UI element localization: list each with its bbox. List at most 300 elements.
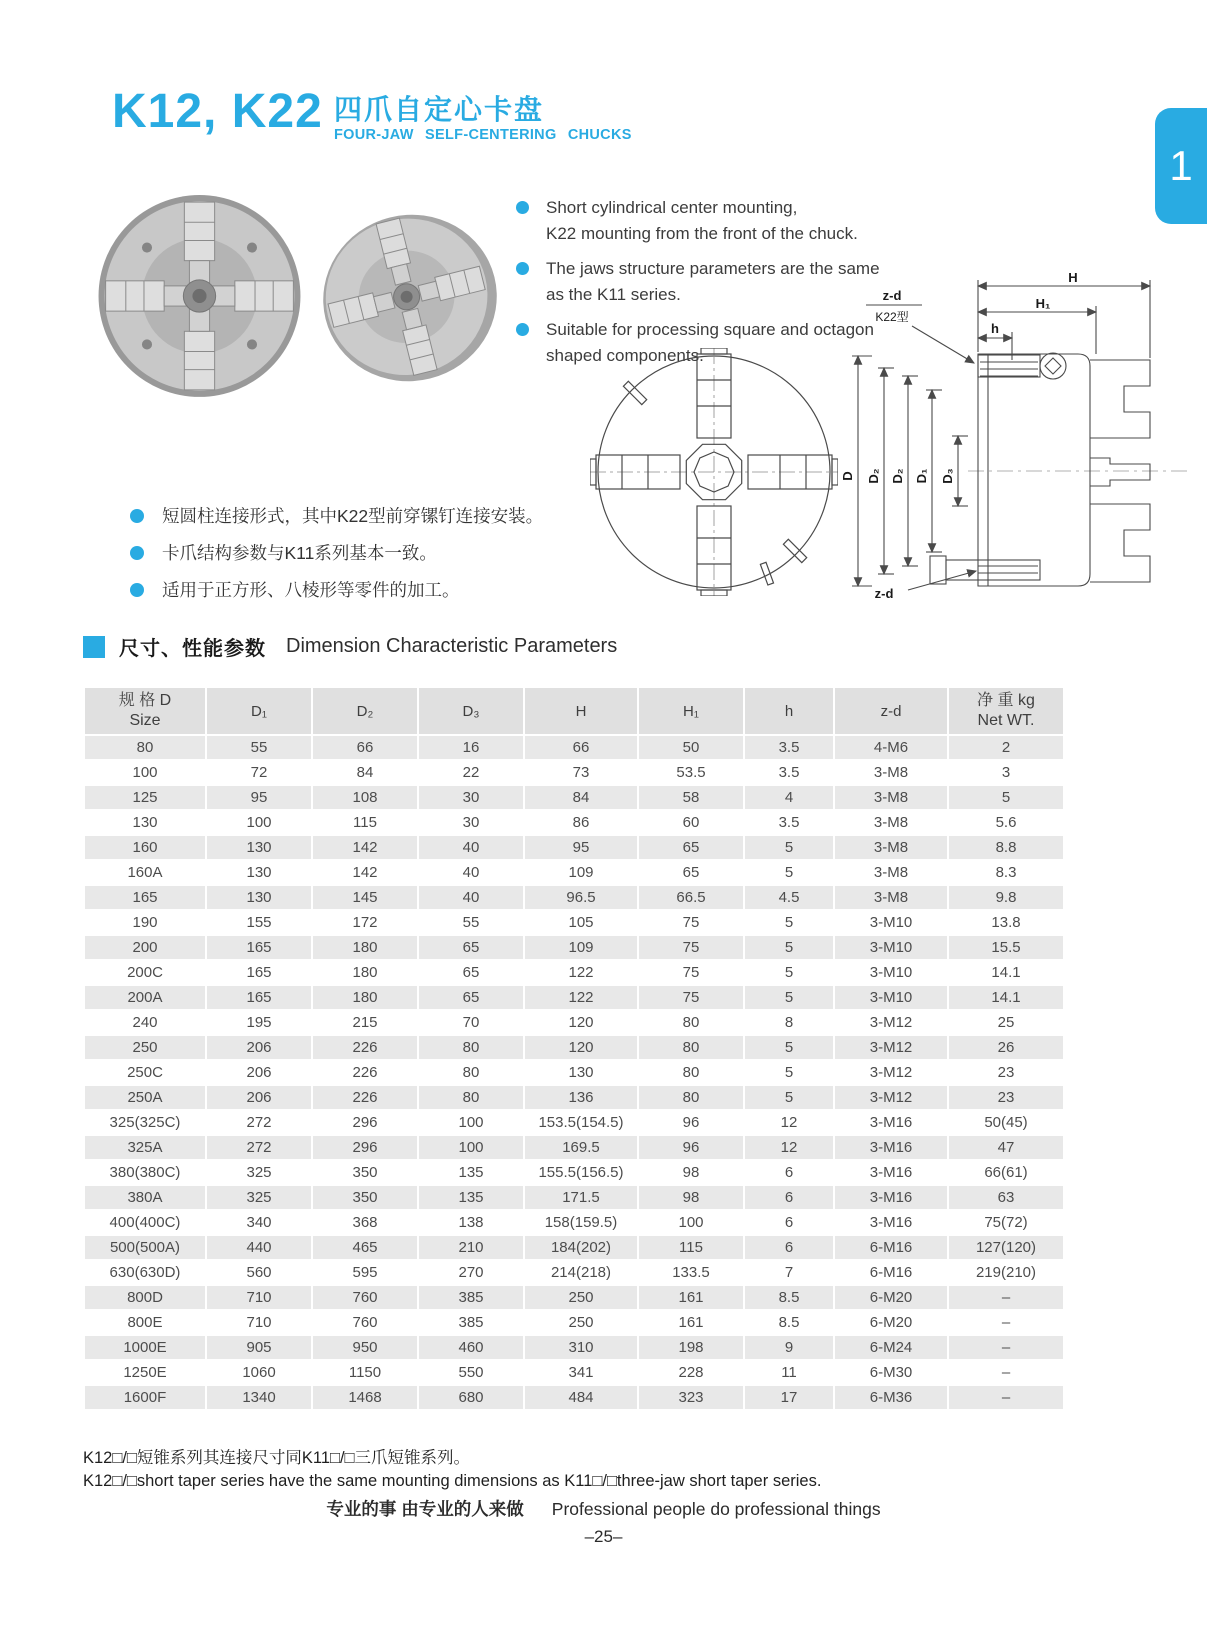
note-zh: K12□/□短锥系列其连接尺寸同K11□/□三爪短锥系列。 [83,1449,471,1467]
table-cell: 226 [313,1036,417,1059]
table-cell: 3.5 [745,736,833,759]
table-cell: 125 [85,786,205,809]
table-cell: 115 [639,1236,743,1259]
bullet-icon [516,262,529,275]
table-cell: 3-M8 [873,814,909,831]
table-cell: 6-M20 [835,1286,947,1309]
table-cell: 122 [525,986,637,1009]
table-row [85,1136,1063,1159]
table-row [85,1111,1063,1134]
table-cell: 325 [207,1186,311,1209]
table-cell: 70 [462,1014,480,1031]
table-cell: 165 [207,936,311,959]
table-cell: 17 [745,1386,833,1409]
table-cell: 133.5 [672,1264,710,1281]
product-title-zh: 四爪自定心卡盘 [334,94,545,125]
table-cell: 5 [784,914,794,931]
table-row [85,1361,1063,1384]
table-cell: 190 [132,914,158,931]
table-cell: 65 [682,864,700,881]
table-cell: 8.8 [949,836,1063,859]
table-cell: 115 [353,814,377,831]
col-header-d1: D₁ [207,688,311,734]
table-cell: 65 [419,986,523,1009]
table-cell: 160 [85,836,205,859]
table-row [85,761,1063,784]
table-cell: 6 [784,1164,794,1181]
table-cell: 440 [207,1236,311,1259]
table-cell: 75 [682,914,700,931]
table-cell: 5 [784,864,794,881]
table-cell: 75 [682,964,700,981]
table-cell: 500(500A) [85,1236,205,1259]
footer-slogan-zh: 专业的事 由专业的人来做 [326,1499,524,1519]
table-cell: 30 [419,786,523,809]
table-cell: 9.8 [949,886,1063,909]
table-cell: 80 [85,736,205,759]
feature-text: K22 mounting from the front of the chuck. [546,224,858,243]
note-en: K12□/□short taper series have the same mounting dimensions as K11□/□three-jaw short taper series. [83,1472,822,1490]
table-cell: 5 [745,936,833,959]
table-cell: 710 [246,1314,272,1331]
table-cell: 172 [352,914,378,931]
table-cell: 310 [525,1336,637,1359]
table-cell: 215 [352,1014,378,1031]
table-cell: 226 [352,1064,378,1081]
table-cell: 100 [246,814,272,831]
chapter-tab: 1 [1155,108,1207,224]
feature-item [516,195,956,247]
table-cell: 385 [419,1286,523,1309]
table-cell: 5 [745,1086,833,1109]
dim-label-k22-type: K22型 [875,310,909,324]
table-cell: 75 [639,936,743,959]
bullet-icon [130,509,144,523]
table-cell: 270 [458,1264,484,1281]
dim-label-H: H [1068,270,1078,285]
table-cell: 228 [678,1364,704,1381]
table-row [85,1086,1063,1109]
table-cell: 9 [745,1336,833,1359]
table-cell: 30 [462,814,480,831]
table-cell: 80 [639,1086,743,1109]
table-cell: 100 [458,1114,484,1131]
table-cell: 1000E [85,1336,205,1359]
table-cell: 630(630D) [109,1264,181,1281]
table-cell: 80 [462,1064,480,1081]
table-cell: 272 [207,1136,311,1159]
col-header-d2: D₂ [313,688,417,734]
feature-item [130,506,543,527]
table-cell: – [949,1386,1063,1409]
table-cell: 8.3 [995,864,1017,881]
table-cell: 1150 [348,1364,382,1381]
table-row [85,1386,1063,1409]
table-cell: 165 [85,886,205,909]
table-row [85,1336,1063,1359]
feature-item [130,543,543,564]
table-cell: 127(120) [949,1236,1063,1259]
table-cell: 905 [207,1336,311,1359]
table-cell: 3-M8 [835,836,947,859]
table-cell: 6 [784,1214,794,1231]
table-cell: 26 [949,1036,1063,1059]
table-cell: 1600F [85,1386,205,1409]
feature-text: Short cylindrical center mounting, [546,198,798,217]
table-cell: 380A [85,1186,205,1209]
table-cell: 75 [639,986,743,1009]
dimension-table [83,686,1065,1411]
table-cell: 3-M12 [869,1014,913,1031]
table-cell: 65 [639,836,743,859]
table-cell: 135 [458,1164,484,1181]
table-cell: 250 [525,1286,637,1309]
feature-text: 卡爪结构参数与K11系列基本一致。 [162,543,437,563]
table-cell: 66 [525,736,637,759]
table-cell: 1250E [123,1364,167,1381]
table-cell: 3-M10 [835,986,947,1009]
table-cell: 66 [313,736,417,759]
table-cell: 15.5 [949,936,1063,959]
table-cell: 58 [639,786,743,809]
table-cell: 65 [419,936,523,959]
table-cell: 130 [132,814,158,831]
table-cell: 158(159.5) [544,1214,618,1231]
table-cell: 325(325C) [109,1114,181,1131]
table-cell: 22 [462,764,480,781]
table-cell: 5 [745,1036,833,1059]
front-view-drawing [590,348,838,596]
table-cell: 325A [85,1136,205,1159]
table-cell: 25 [997,1014,1015,1031]
table-cell: 206 [207,1086,311,1109]
table-cell: 296 [352,1114,378,1131]
table-cell: 3-M16 [869,1214,913,1231]
table-cell: 180 [313,936,417,959]
feature-text: 适用于正方形、八棱形等零件的加工。 [162,580,460,600]
bullet-icon [516,323,529,336]
table-cell: 296 [313,1136,417,1159]
table-cell: 3-M16 [835,1186,947,1209]
table-cell: 206 [207,1036,311,1059]
table-cell: 155 [246,914,272,931]
table-cell: 250C [127,1064,163,1081]
table-cell: 350 [313,1186,417,1209]
table-cell: 165 [246,964,272,981]
dim-label-D1: D₁ [914,468,929,484]
table-cell: 226 [313,1086,417,1109]
table-cell: 3-M8 [873,764,909,781]
table-cell: 3-M12 [869,1064,913,1081]
table-cell: 250A [85,1086,205,1109]
table-cell: 250 [568,1314,594,1331]
table-cell: 3-M10 [869,914,913,931]
table-cell: 3-M8 [835,886,947,909]
table-cell: 100 [678,1214,704,1231]
table-cell: 130 [207,836,311,859]
table-cell: 200A [85,986,205,1009]
table-cell: 4-M6 [835,736,947,759]
table-cell: 142 [313,836,417,859]
table-cell: 12 [745,1136,833,1159]
table-cell: 65 [462,964,480,981]
table-cell: 122 [568,964,594,981]
table-cell: 14.1 [949,986,1063,1009]
table-cell: 760 [352,1314,378,1331]
table-cell: 4.5 [745,886,833,909]
bullet-icon [130,583,144,597]
footer-slogan [0,1496,1207,1521]
section-title-en: Dimension Characteristic Parameters [286,635,618,657]
table-cell: 6-M30 [869,1364,913,1381]
table-cell: 400(400C) [109,1214,181,1231]
dim-label-D2a: D₂ [866,468,881,484]
table-cell: 6-M24 [835,1336,947,1359]
table-cell: 3 [1001,764,1011,781]
table-cell: – [1001,1314,1011,1331]
table-cell: 145 [313,886,417,909]
page-title: K12, K22 [112,85,323,138]
table-cell: 484 [525,1386,637,1409]
table-cell: 75(72) [984,1214,1028,1231]
table-row [85,911,1063,934]
table-cell: 8.5 [778,1314,800,1331]
feature-text: shaped components. [546,346,704,365]
table-cell: 3-M12 [835,1036,947,1059]
dim-label-D2b: D₂ [890,468,905,484]
table-cell: 4 [745,786,833,809]
table-cell: 180 [352,964,378,981]
table-cell: 341 [568,1364,594,1381]
table-cell: 3-M16 [869,1114,913,1131]
dim-label-zd-top: z-d [882,288,902,303]
table-row [85,1311,1063,1334]
table-cell: 130 [246,864,272,881]
table-cell: 96 [682,1114,700,1131]
table-cell: 40 [419,886,523,909]
footer-slogan-en: Professional people do professional things [551,1499,881,1519]
table-cell: 385 [458,1314,484,1331]
table-cell: 800E [127,1314,163,1331]
table-cell: 72 [250,764,268,781]
col-header-d3: D₃ [419,688,523,734]
table-cell: 80 [419,1036,523,1059]
table-cell: 595 [352,1264,378,1281]
table-cell: 98 [639,1186,743,1209]
table-cell: 138 [458,1214,484,1231]
table-cell: 5 [745,836,833,859]
table-cell: 13.8 [991,914,1021,931]
product-photo-angle [318,206,503,391]
table-cell: 80 [639,1036,743,1059]
table-cell: 250 [85,1036,205,1059]
table-cell: 165 [207,986,311,1009]
table-cell: 109 [568,864,594,881]
bullet-icon [130,546,144,560]
table-cell: 1060 [242,1364,276,1381]
table-cell: 50 [639,736,743,759]
table-cell: 272 [246,1114,272,1131]
table-cell: 210 [419,1236,523,1259]
feature-text: The jaws structure parameters are the same [546,259,880,278]
table-cell: 3-M16 [835,1136,947,1159]
table-cell: 100 [419,1136,523,1159]
table-cell: 3-M8 [835,786,947,809]
table-cell: 55 [207,736,311,759]
table-cell: 325 [246,1164,272,1181]
feature-item [130,580,543,601]
table-row [85,986,1063,1009]
table-cell: 5.6 [995,814,1017,831]
table-cell: 108 [313,786,417,809]
table-cell: 130 [207,886,311,909]
table-cell: 84 [356,764,374,781]
table-cell: 219(210) [975,1264,1037,1281]
table-cell: 5 [745,986,833,1009]
feature-text: Suitable for processing square and octagon [546,320,874,339]
table-cell: 680 [419,1386,523,1409]
table-row [85,836,1063,859]
table-row [85,1261,1063,1284]
feature-text: 短圆柱连接形式，其中K22型前穿镙钉连接安装。 [162,506,544,526]
table-cell: 86 [572,814,590,831]
table-row [85,1061,1063,1084]
table-cell: 3.5 [778,764,800,781]
table-cell: 710 [207,1286,311,1309]
product-title-en: FOUR-JAW SELF-CENTERING CHUCKS [334,127,632,143]
dim-label-D: D [840,471,855,481]
table-row [85,1186,1063,1209]
table-cell: 5 [949,786,1063,809]
table-cell: – [949,1286,1063,1309]
table-cell: 14.1 [991,964,1021,981]
feature-text: as the K11 series. [546,285,681,304]
table-cell: 130 [568,1064,594,1081]
table-cell: 73 [572,764,590,781]
dim-label-zd-bottom: z-d [874,586,894,601]
table-cell: 214(218) [550,1264,612,1281]
table-cell: 368 [352,1214,378,1231]
table-cell: 3-M8 [873,864,909,881]
col-header-h: h [745,688,833,734]
col-header-size: 规 格 D Size [85,688,205,734]
table-cell: 8.5 [745,1286,833,1309]
product-photo-front [86,192,314,404]
table-cell: 171.5 [525,1186,637,1209]
table-row [85,1011,1063,1034]
dim-label-D3: D₃ [940,468,955,484]
table-cell: 6-M36 [835,1386,947,1409]
table-cell: 155.5(156.5) [538,1164,624,1181]
table-cell: 53.5 [676,764,706,781]
table-cell: 240 [132,1014,158,1031]
table-cell: 63 [949,1186,1063,1209]
table-cell: 200 [85,936,205,959]
table-row [85,886,1063,909]
table-cell: 3.5 [778,814,800,831]
table-cell: 66(61) [984,1164,1028,1181]
table-cell: 6 [745,1236,833,1259]
table-row [85,736,1063,759]
table-cell: 460 [419,1336,523,1359]
table-row [85,861,1063,884]
table-cell: – [1001,1364,1011,1381]
table-cell: 100 [132,764,158,781]
table-body [85,736,1063,1409]
bullet-icon [516,201,529,214]
table-row [85,1211,1063,1234]
table-cell: 323 [639,1386,743,1409]
page-number: –25– [584,1527,623,1546]
table-cell: 60 [682,814,700,831]
table-cell: 47 [949,1136,1063,1159]
table-row [85,1286,1063,1309]
table-cell: 95 [525,836,637,859]
feature-list-zh [130,506,543,617]
section-title-zh: 尺寸、性能参数 [119,638,266,660]
table-cell: 80 [419,1086,523,1109]
table-cell: 50(45) [984,1114,1028,1131]
table-cell: – [949,1336,1063,1359]
table-cell: 6-M16 [835,1236,947,1259]
table-cell: 16 [419,736,523,759]
table-row [85,786,1063,809]
table-cell: 12 [780,1114,798,1131]
table-cell: 1340 [207,1386,311,1409]
table-cell: 96 [639,1136,743,1159]
table-cell: 200C [127,964,163,981]
table-cell: 5 [784,964,794,981]
dim-label-h: h [991,321,999,336]
table-cell: 5 [784,1064,794,1081]
table-cell: 40 [419,836,523,859]
table-cell: 23 [949,1086,1063,1109]
table-cell: 80 [682,1064,700,1081]
table-row [85,1161,1063,1184]
table-cell: 120 [525,1036,637,1059]
table-cell: 105 [568,914,594,931]
table-row [85,936,1063,959]
table-row [85,961,1063,984]
table-cell: 340 [246,1214,272,1231]
section-marker-icon [83,636,105,658]
table-cell: 136 [525,1086,637,1109]
table-cell: 160A [127,864,163,881]
dim-label-H1: H₁ [1035,296,1051,311]
table-cell: 161 [639,1286,743,1309]
table-row [85,1236,1063,1259]
table-cell: 40 [462,864,480,881]
table-cell: 3-M10 [869,964,913,981]
table-cell: 560 [246,1264,272,1281]
table-cell: 6-M16 [869,1264,913,1281]
table-cell: 198 [639,1336,743,1359]
table-cell: 3-M12 [835,1086,947,1109]
table-cell: 550 [458,1364,484,1381]
table-cell: 184(202) [525,1236,637,1259]
table-cell: 66.5 [639,886,743,909]
cross-section-drawing [828,268,1200,603]
table-cell: 84 [525,786,637,809]
table-cell: 350 [352,1164,378,1181]
table-cell: 2 [949,736,1063,759]
section-header [83,632,617,661]
table-cell: 195 [246,1014,272,1031]
table-cell: 109 [525,936,637,959]
table-row [85,811,1063,834]
table-cell: 800D [85,1286,205,1309]
col-header-weight: 净 重 kg Net WT. [949,688,1063,734]
